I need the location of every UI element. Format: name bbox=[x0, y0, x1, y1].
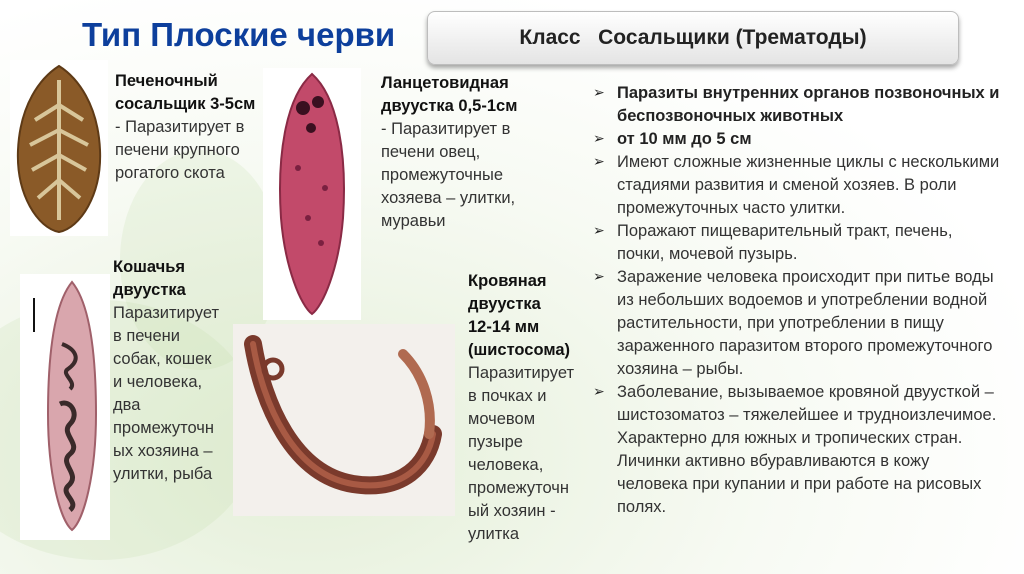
class-banner bbox=[427, 11, 959, 65]
organism-description: и человека, bbox=[113, 373, 203, 391]
organism-description: два bbox=[113, 396, 141, 414]
fact-item: ➢ от 10 мм до 5 см bbox=[593, 128, 1003, 151]
organism-name: двуустка bbox=[468, 295, 541, 313]
organism-liver-fluke bbox=[115, 70, 275, 185]
organism-description: рогатого скота bbox=[115, 164, 225, 182]
fact-item: ➢ Имеют сложные жизненные циклы с несколькими стадиями развития и сменой хозяев. В роли промежуточных часто улитки. bbox=[593, 151, 1003, 220]
lancet-fluke-image bbox=[263, 68, 361, 320]
organism-description: печени крупного bbox=[115, 141, 240, 159]
organism-name: сосальщик 3-5см bbox=[115, 95, 256, 113]
organism-description: в печени bbox=[113, 327, 181, 345]
fact-item: ➢ Заражение человека происходит при питье воды из небольших водоемов и употреблении водной растительности, при употреблении в пищу зараженного паразитом второго промежуточного хозяина – рыбы. bbox=[593, 266, 1003, 381]
organism-description: промежуточные bbox=[381, 166, 504, 184]
organism-description: Паразитирует bbox=[113, 304, 220, 322]
organism-description: промежуточн bbox=[468, 479, 569, 497]
organism-name: Кровяная bbox=[468, 272, 547, 290]
organism-description: улитки, рыба bbox=[113, 465, 213, 483]
organism-description: в почках и bbox=[468, 387, 547, 405]
organism-description: ый хозяин - bbox=[468, 502, 556, 520]
organism-description: - Паразитирует в bbox=[381, 120, 511, 138]
organism-name: Ланцетовидная bbox=[381, 74, 509, 92]
facts-list bbox=[593, 82, 1003, 519]
fact-item: ➢ Заболевание, вызываемое кровяной двуусткой – шистозоматоз – тяжелейшее и трудноизлечимое. Характерно для южных и тропических стран. Личинки активно вбуравливаются в кожу человека при купании и при работе на рисовых полях. bbox=[593, 381, 1003, 519]
organism-blood-fluke bbox=[468, 270, 588, 546]
liver-fluke-image bbox=[10, 60, 108, 236]
organism-description: ых хозяина – bbox=[113, 442, 213, 460]
organism-description: - Паразитирует в bbox=[115, 118, 245, 136]
organism-description: хозяева – улитки, bbox=[381, 189, 516, 207]
organism-name: двуустка bbox=[113, 281, 186, 299]
organism-description: Паразитирует bbox=[468, 364, 575, 382]
organism-name: (шистосома) bbox=[468, 341, 570, 359]
cat-fluke-image bbox=[20, 274, 110, 540]
organism-name: 12-14 мм bbox=[468, 318, 540, 336]
organism-description: человека, bbox=[468, 456, 544, 474]
organism-name: Кошачья bbox=[113, 258, 186, 276]
organism-description: собак, кошек bbox=[113, 350, 212, 368]
organism-description: мочевом bbox=[468, 410, 536, 428]
organism-description: пузыре bbox=[468, 433, 523, 451]
organism-name: Печеночный bbox=[115, 72, 218, 90]
organism-name: двуустка 0,5-1см bbox=[381, 97, 518, 115]
organism-description: промежуточн bbox=[113, 419, 214, 437]
page-title: Тип Плоские черви bbox=[82, 16, 396, 53]
organism-description: муравьи bbox=[381, 212, 446, 230]
organism-cat-fluke bbox=[113, 256, 243, 486]
organism-description: улитка bbox=[468, 525, 520, 543]
class-label: Класс Сосальщики (Трематоды) bbox=[519, 26, 867, 49]
fact-item: ➢ Паразиты внутренних органов позвоночных и беспозвоночных животных bbox=[593, 82, 1003, 128]
organism-description: печени овец, bbox=[381, 143, 481, 161]
fact-item: ➢ Поражают пищеварительный тракт, печень, почки, мочевой пузырь. bbox=[593, 220, 1003, 266]
organism-lancet-fluke bbox=[381, 72, 561, 233]
blood-fluke-image bbox=[233, 324, 455, 516]
